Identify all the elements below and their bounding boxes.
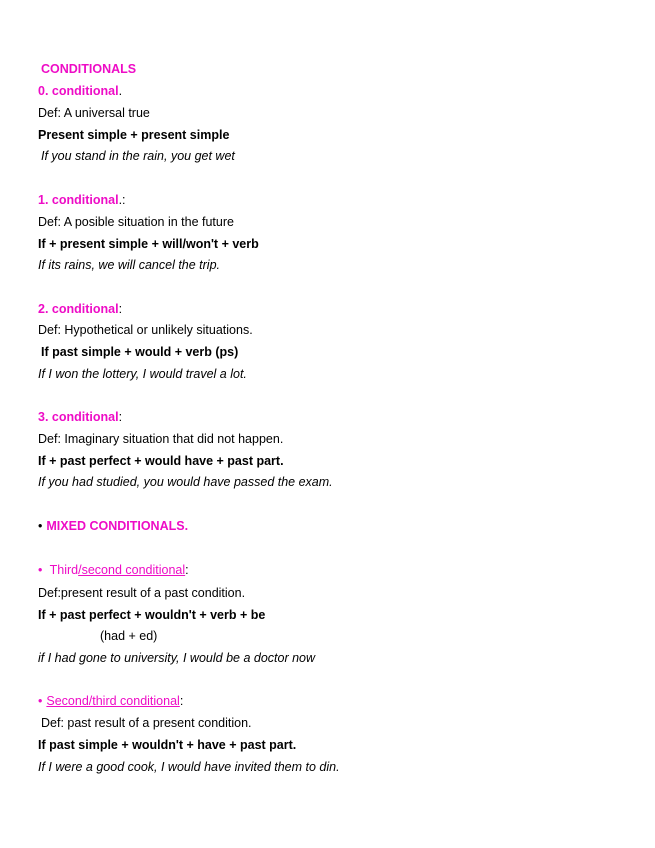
second-third-definition: Def: past result of a present condition.	[41, 716, 252, 730]
second-conditional-heading-text: 2. conditional	[38, 302, 119, 316]
zero-conditional-heading	[38, 83, 122, 99]
third-conditional-heading	[38, 409, 122, 425]
mixed-conditionals-heading-text: MIXED CONDITIONALS.	[46, 519, 189, 533]
second-conditional-definition: Def: Hypothetical or unlikely situations.	[38, 323, 253, 337]
first-conditional-formula: If + present simple + will/won't + verb	[38, 237, 259, 251]
second-conditional-heading-suffix: :	[118, 302, 123, 316]
second-third-formula: If past simple + wouldn't + have + past part.	[38, 738, 297, 752]
second-conditional-heading	[38, 301, 122, 317]
second-conditional-example: If I won the lottery, I would travel a lot.	[38, 367, 247, 381]
third-conditional-formula: If + past perfect + would have + past part.	[38, 454, 284, 468]
third-second-conditional-heading	[38, 562, 189, 578]
second-third-example: If I were a good cook, I would have invited them to din.	[38, 760, 340, 774]
first-conditional-heading	[38, 192, 126, 208]
third-second-heading-suffix: :	[185, 563, 189, 577]
first-conditional-heading-text: 1. conditional	[38, 193, 119, 207]
zero-conditional-definition: Def: A universal true	[38, 106, 150, 120]
zero-conditional-example: If you stand in the rain, you get wet	[41, 149, 235, 163]
second-conditional-formula: If past simple + would + verb (ps)	[41, 345, 239, 359]
zero-conditional-heading-suffix: .	[118, 84, 123, 98]
first-conditional-heading-suffix: .:	[118, 193, 126, 207]
third-conditional-example: If you had studied, you would have passed the exam.	[38, 475, 333, 489]
third-second-bullet: •	[38, 563, 43, 577]
first-conditional-definition: Def: A posible situation in the future	[38, 215, 234, 229]
mixed-conditionals-heading	[38, 518, 188, 534]
third-second-formula: If + past perfect + wouldn't + verb + be	[38, 608, 266, 622]
third-second-heading-start: Third	[49, 563, 79, 577]
second-third-heading-suffix: :	[179, 694, 184, 708]
third-conditional-heading-suffix: :	[118, 410, 123, 424]
third-conditional-definition: Def: Imaginary situation that did not happen.	[38, 432, 284, 446]
third-second-definition: Def:present result of a past condition.	[38, 586, 246, 600]
mixed-conditionals-bullet: •	[38, 519, 43, 533]
third-conditional-heading-text: 3. conditional	[38, 410, 119, 424]
third-second-note: (had + ed)	[100, 629, 158, 643]
third-second-heading-link[interactable]: /second conditional	[78, 563, 186, 577]
third-second-example: if I had gone to university, I would be a doctor now	[38, 651, 316, 665]
document-title: CONDITIONALS	[41, 62, 137, 76]
second-third-bullet: •	[38, 694, 43, 708]
zero-conditional-formula: Present simple + present simple	[38, 128, 230, 142]
first-conditional-example: If its rains, we will cancel the trip.	[38, 258, 221, 272]
zero-conditional-heading-text: 0. conditional	[38, 84, 119, 98]
second-third-conditional-heading	[38, 693, 183, 709]
second-third-heading-link[interactable]: Second/third conditional	[46, 694, 180, 708]
